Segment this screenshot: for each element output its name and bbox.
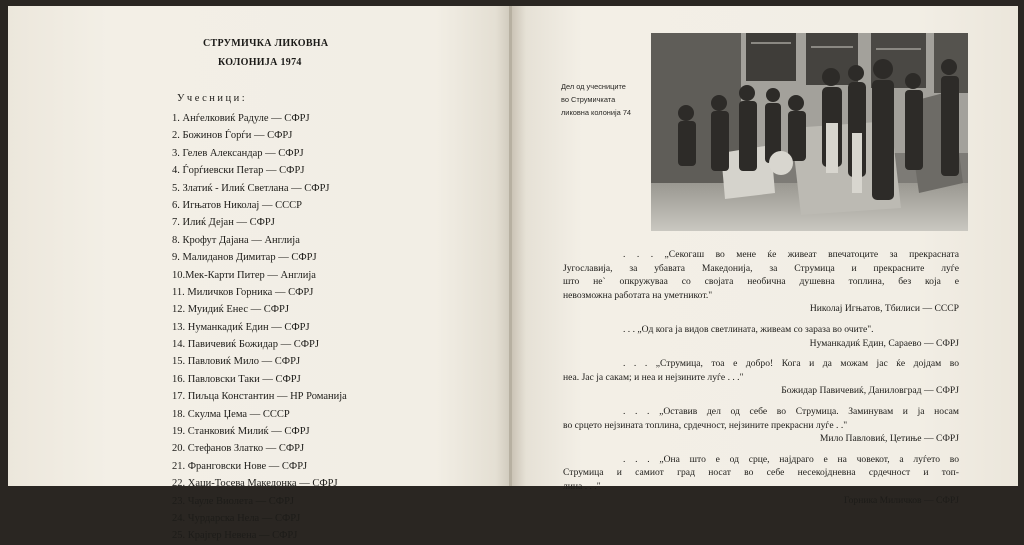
quote-author: Нуманкадиќ Един, Сараево — СФРЈ <box>809 337 959 349</box>
quote-ignjatov <box>563 248 959 316</box>
page-gutter <box>509 6 512 486</box>
colony-title: СТРУМИЧКА ЛИКОВНА <box>203 38 329 49</box>
participant-item: 17. Пиљца Константин — НР Романија <box>172 391 347 403</box>
participant-item: 14. Павичевиќ Божидар — СФРЈ <box>172 339 319 351</box>
quote-line: . . . „Струмица, тоа е добро! Кога и да можам јас ќе дојдам во <box>623 358 959 370</box>
quote-milickov <box>563 453 959 507</box>
quote-line: неа. Јас ја сакам; и неа и нејзините луѓе . . ." <box>563 371 744 383</box>
quote-line: Струмица и самиот град носат во себе несекојдневна срдечност и топ- <box>563 467 959 479</box>
participant-item: 11. Миличков Горника — СФРЈ <box>172 286 314 298</box>
quotes-block <box>563 248 959 507</box>
participants-heading: Учесници: <box>177 93 248 104</box>
photo-caption <box>561 80 651 119</box>
participant-item: 7. Илиќ Дејан — СФРЈ <box>172 217 275 229</box>
participant-item: 18. Скулма Џема — СССР <box>172 408 290 420</box>
quote-pavicevic <box>563 357 959 398</box>
participant-item: 5. Златиќ - Илиќ Светлана — СФРЈ <box>172 182 330 194</box>
quote-line: лина . . ." <box>563 480 601 492</box>
quote-numankadic <box>563 323 959 350</box>
participant-item: 21. Франговски Нове — СФРЈ <box>172 460 308 472</box>
participant-item: 16. Павловски Таки — СФРЈ <box>172 373 301 385</box>
quote-author: Николај Игњатов, Тбилиси — СССР <box>809 303 959 315</box>
caption-line: во Струмичката <box>561 95 616 104</box>
participant-item: 9. Малиданов Димитар — СФРЈ <box>172 252 317 264</box>
quote-line: . . . „Од кога ја видов светлината, живеам со зараза во очите". <box>623 323 874 335</box>
group-photo-image <box>651 33 968 231</box>
quote-line: во срцето нејзината топлина, срдечност, нејзините прекрасни луѓе . ." <box>563 419 848 431</box>
participant-item: 12. Муидиќ Енес — СФРЈ <box>172 304 289 316</box>
colony-subtitle: КОЛОНИЈА 1974 <box>218 57 302 68</box>
caption-line: ликовна колонија 74 <box>561 108 632 117</box>
group-photo <box>651 33 968 231</box>
participant-item: 2. Божинов Ѓорѓи — СФРЈ <box>172 130 293 142</box>
participant-item: 19. Станковиќ Милиќ — СФРЈ <box>172 426 310 438</box>
quote-line: . . . „Секогаш во мене ќе живеат впечатоците за прекрасната <box>623 249 959 260</box>
participant-item: 13. Нуманкадиќ Един — СФРЈ <box>172 321 310 333</box>
participant-item: 23. Чауле Виолета — СФРЈ <box>172 495 295 507</box>
participant-item: 15. Павловиќ Мило — СФРЈ <box>172 356 301 368</box>
quote-author: Божидар Павичевиќ, Даниловград — СФРЈ <box>781 385 959 397</box>
participant-item: 6. Игњатов Николај — СССР <box>172 199 302 211</box>
participant-item: 8. Крофут Дајана — Англија <box>172 234 300 246</box>
quote-pavlovic <box>563 405 959 446</box>
quote-line: . . . „Оставив дел од себе во Струмица. Заминувам и ја носам <box>623 405 959 417</box>
participant-item: 24. Чурдарска Нела — СФРЈ <box>172 512 301 524</box>
quote-author: Горника Миличков — СФРЈ <box>843 494 959 506</box>
participants-list <box>172 110 347 545</box>
participant-item: 10.Мек-Карти Питер — Англија <box>172 269 316 281</box>
participant-item: 1. Анѓелковиќ Радуле — СФРЈ <box>172 113 310 124</box>
quote-line: невозможна работата на уметникот." <box>563 289 713 301</box>
participant-item: 20. Стефанов Златко — СФРЈ <box>172 443 305 455</box>
participant-item: 3. Гелев Александар — СФРЈ <box>172 147 304 159</box>
quote-line: . . . „Она што е од срце, најдраго е на човекот, а луѓето во <box>623 453 959 465</box>
quote-author: Мило Павловиќ, Цетиње — СФРЈ <box>819 433 959 445</box>
participant-item: 25. Крајгер Невена — СФРЈ <box>172 530 298 542</box>
participant-item: 4. Ѓорѓиевски Петар — СФРЈ <box>172 165 305 177</box>
quote-line: што не` опкружуваа со својата необична душевна топлина, без која е <box>563 276 959 288</box>
participant-item: 22. Хаџи-Тосева Македонка — СФРЈ <box>172 478 338 490</box>
caption-line: Дел од учесниците <box>561 82 626 91</box>
quote-line: Југославија, за убавата Македонија, за Струмица и прекрасните луѓе <box>563 262 959 274</box>
